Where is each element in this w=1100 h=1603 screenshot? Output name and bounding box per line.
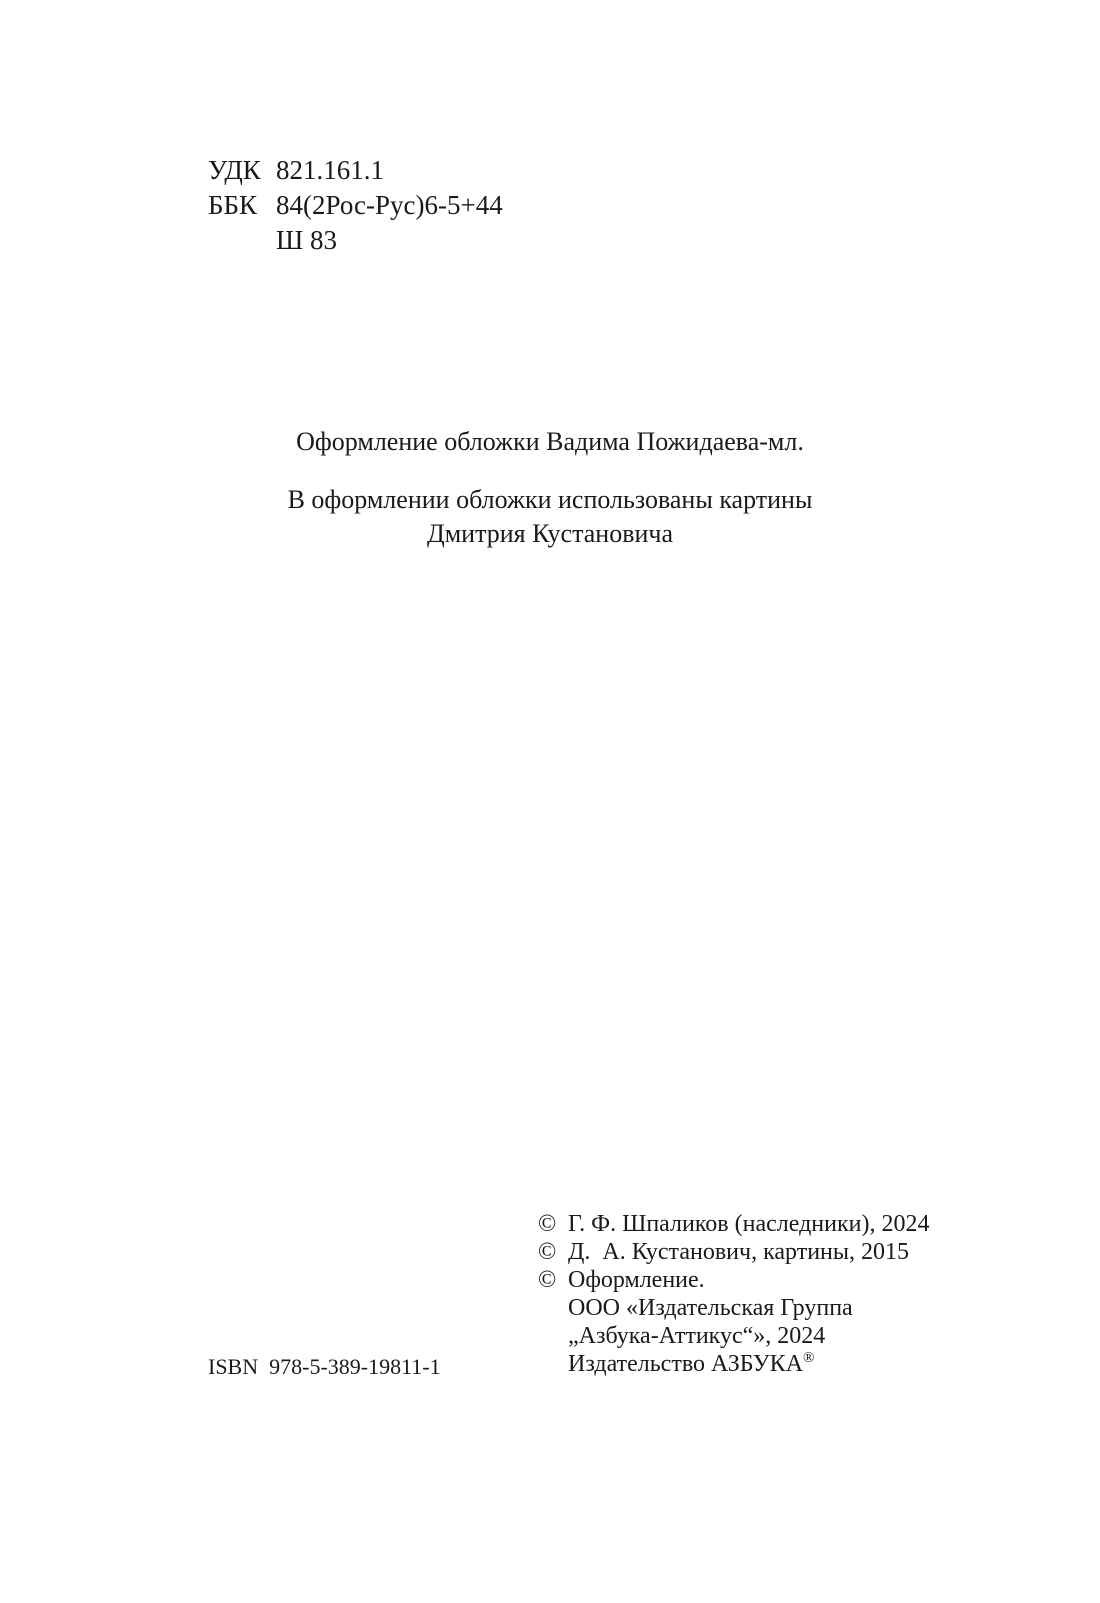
udk-value: 821.161.1 <box>276 155 384 185</box>
copyright-text: Г. Ф. Шпаликов (наследники), 2024 <box>568 1211 930 1237</box>
bbk-label: ББК <box>208 190 258 220</box>
udk-label: УДК <box>208 155 261 185</box>
copyright-line <box>538 1266 930 1294</box>
author-mark: Ш 83 <box>276 225 337 255</box>
copyright-line <box>538 1210 930 1238</box>
paintings-credit-line-1: В оформлении обложки использованы картины <box>287 485 813 514</box>
copyright-continuation <box>538 1294 930 1322</box>
isbn: ISBN 978-5-389-19811-1 <box>208 1354 441 1379</box>
copyright-text: ООО «Издательская Группа <box>568 1295 853 1321</box>
author-mark-row <box>208 223 503 258</box>
publisher-name <box>568 1350 814 1378</box>
copyright-text: Оформление. <box>568 1267 705 1293</box>
classification-block <box>208 153 503 258</box>
copyright-symbol: © <box>538 1267 557 1293</box>
registered-trademark-mark: ® <box>803 1350 815 1366</box>
copyright-symbol: © <box>538 1239 557 1265</box>
publisher-name-text: Издательство АЗБУКА <box>568 1351 804 1377</box>
cover-design-credit: Оформление обложки Вадима Пожидаева-мл. <box>296 427 804 456</box>
copyright-block <box>538 1210 930 1378</box>
copyright-line <box>538 1238 930 1266</box>
paintings-credit <box>0 483 1100 551</box>
copyright-continuation <box>538 1322 930 1350</box>
bbk-row <box>208 188 503 223</box>
copyright-symbol: © <box>538 1211 557 1237</box>
paintings-credit-line-2: Дмитрия Кустановича <box>426 519 674 548</box>
udk-row <box>208 153 503 188</box>
copyright-text: „Азбука-Аттикус“», 2024 <box>568 1323 826 1349</box>
copyright-continuation <box>538 1350 930 1378</box>
bbk-value: 84(2Рос-Рус)6-5+44 <box>276 190 503 220</box>
copyright-text: Д. А. Кустанович, картины, 2015 <box>568 1239 910 1265</box>
